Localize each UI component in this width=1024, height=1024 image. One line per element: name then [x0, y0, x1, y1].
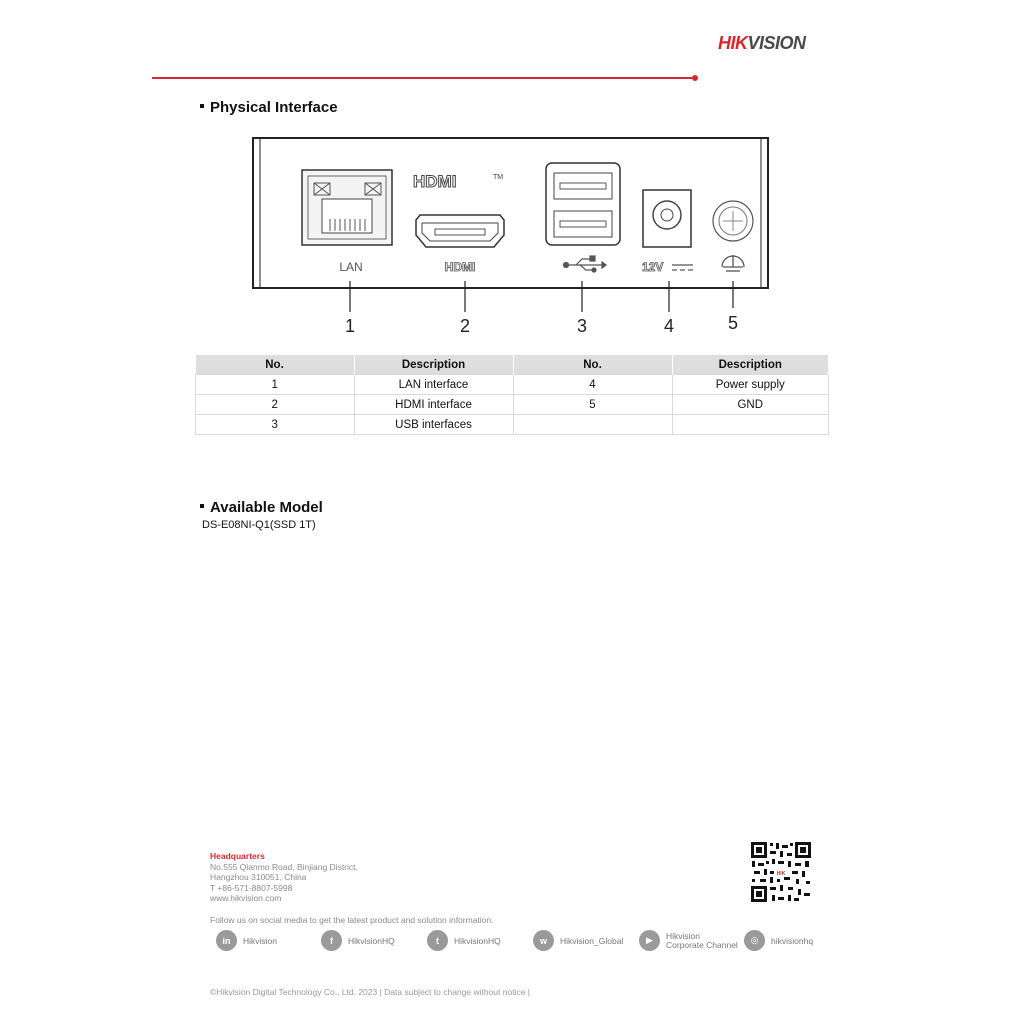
address-line: Hangzhou 310051, China: [210, 872, 307, 882]
callout-5: 5: [727, 313, 739, 333]
gnd-screw-icon: [713, 201, 753, 241]
social-wechat[interactable]: [533, 930, 623, 951]
usb-ports-icon: [546, 163, 620, 245]
address-line: No.555 Qianmo Road, Binjiang District,: [210, 861, 358, 872]
social-follow-text: Follow us on social media to get the latest product and solution information.: [210, 915, 494, 925]
table-row: [196, 415, 829, 435]
table-cell: [672, 415, 829, 435]
facebook-icon: f: [321, 930, 342, 951]
footer-address: [210, 851, 358, 904]
ground-symbol-icon: [722, 255, 744, 271]
power-jack-icon: [643, 190, 691, 247]
hikvision-logo: HIKVISION: [718, 33, 806, 53]
table-cell: [513, 415, 672, 435]
table-cell: 2: [196, 395, 355, 415]
table-cell: 4: [513, 375, 672, 395]
social-linkedin[interactable]: [216, 930, 277, 951]
rear-panel-diagram: [250, 135, 775, 335]
callout-3: 3: [576, 316, 588, 335]
model-number: DS-E08NI-Q1(SSD 1T): [202, 519, 316, 531]
hdmi-tm-mark: TM: [493, 174, 504, 181]
col-header-no: No.: [196, 355, 355, 375]
table-cell: 1: [196, 375, 355, 395]
table-header-row: [196, 355, 829, 375]
callout-2: 2: [459, 316, 471, 335]
social-twitter[interactable]: [427, 930, 501, 951]
hdmi-port-icon: [416, 215, 504, 247]
social-instagram[interactable]: [744, 930, 813, 951]
dc-symbol-icon: [672, 265, 693, 270]
copyright-text: ©Hikvision Digital Technology Co., Ltd. 2023 | Data subject to change without notice |: [210, 987, 531, 997]
social-label: Hikvision: [243, 935, 278, 946]
lan-port-label: LAN: [339, 260, 363, 274]
social-label: Hikvision: [666, 930, 701, 941]
qr-code-icon: [750, 841, 812, 903]
lan-port-icon: [302, 170, 392, 245]
section-title-physical-interface: Physical Interface: [200, 99, 338, 116]
social-label-sub: Corporate Channel: [666, 939, 738, 950]
table-cell: 5: [513, 395, 672, 415]
instagram-icon: ◎: [744, 930, 765, 951]
wechat-icon: w: [533, 930, 554, 951]
header-rule: [152, 77, 692, 79]
website-link[interactable]: www.hikvision.com: [210, 893, 282, 903]
hdmi-logo: HDMI: [413, 172, 457, 191]
social-label: HikvisionHQ: [454, 935, 501, 946]
table-cell: 3: [196, 415, 355, 435]
table-cell: Power supply: [672, 375, 829, 395]
power-port-label: 12V: [642, 260, 664, 274]
section-title-available-model: Available Model: [200, 499, 323, 516]
table-cell: USB interfaces: [354, 415, 513, 435]
interface-table: [195, 355, 829, 435]
twitter-icon: t: [427, 930, 448, 951]
linkedin-icon: in: [216, 930, 237, 951]
table-cell: HDMI interface: [354, 395, 513, 415]
social-label: HikvisionHQ: [348, 935, 395, 946]
svg-text:HIK: HIK: [776, 871, 786, 877]
social-youtube[interactable]: [639, 930, 738, 951]
callout-4: 4: [663, 316, 675, 335]
social-facebook[interactable]: [321, 930, 395, 951]
hdmi-port-label: HDMI: [444, 260, 476, 274]
table-row: [196, 395, 829, 415]
phone-line: T +86-571-8807-5998: [210, 882, 293, 893]
col-header-description: Description: [672, 355, 829, 375]
table-cell: GND: [672, 395, 829, 415]
youtube-icon: ▶: [639, 930, 660, 951]
col-header-no: No.: [513, 355, 672, 375]
social-label: Hikvision_Global: [560, 935, 624, 946]
usb-symbol-icon: [564, 256, 607, 272]
col-header-description: Description: [354, 355, 513, 375]
callout-1: 1: [344, 316, 356, 335]
header-rule-dot: [692, 75, 698, 81]
social-label: hikvisionhq: [771, 935, 814, 946]
table-cell: LAN interface: [354, 375, 513, 395]
table-row: [196, 375, 829, 395]
hq-title: Headquarters: [210, 851, 265, 861]
